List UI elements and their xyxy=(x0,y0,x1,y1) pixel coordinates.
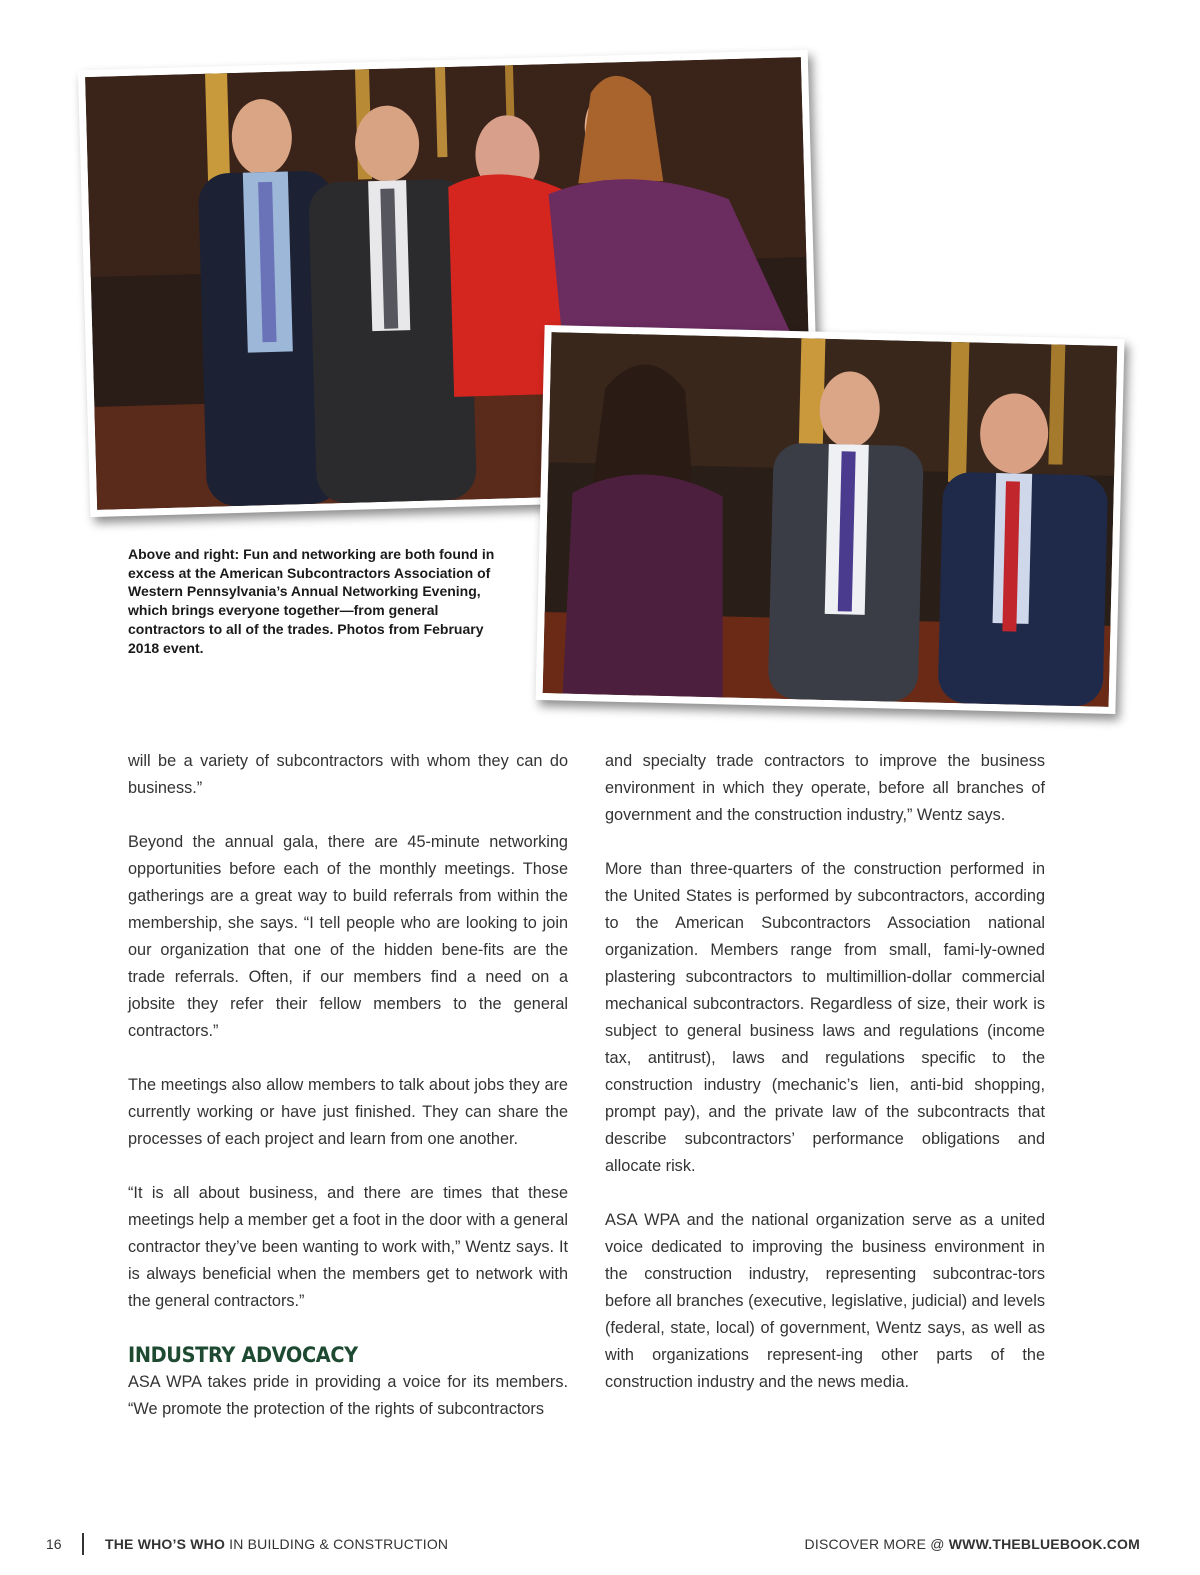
body-paragraph: will be a variety of subcontractors with whom they can do business.” xyxy=(128,752,568,797)
body-paragraph: and specialty trade contractors to improve the business environment in which they operate, before all branches of government and the construction industry,” Wentz says. xyxy=(605,752,1045,824)
body-paragraph: More than three-quarters of the construction performed in the United States is performed by subcontractors, according to the American Subcontractors Association national organization. Members range from small, fami-ly-owned plastering subcontractors to multimillion-dollar commercial mechanical subcontractors. Regardless of size, their work is subject to general business laws and regulations (income tax, antitrust), laws and regulations specific to the construction industry (mechanic’s lien, anti-bid shopping, prompt pay), and the private law of the subcontracts that describe subcontractors’ performance obligations and allocate risk. xyxy=(605,860,1045,1175)
publication-title-rest: IN BUILDING & CONSTRUCTION xyxy=(225,1536,449,1552)
discover-label: DISCOVER MORE @ xyxy=(804,1536,949,1552)
left-column xyxy=(128,748,568,1423)
photo-caption: Above and right: Fun and networking are both found in excess at the American Subcontractors Association of Western Pennsylvania’s Annual Networking Evening, which brings everyone together—from general contractors to all of the trades. Photos from February 2018 event. xyxy=(128,546,495,656)
section-heading: INDUSTRY ADVOCACY xyxy=(128,1343,358,1367)
page-footer xyxy=(0,1530,1200,1560)
publication-title xyxy=(105,1536,448,1552)
event-photo-2 xyxy=(536,325,1125,714)
footer-divider xyxy=(82,1533,84,1555)
body-paragraph: Beyond the annual gala, there are 45-minute networking opportunities before each of the monthly meetings. Those gatherings are a great way to build referrals from within the membership, she says. “I tell people who are looking to join our organization that one of the hidden bene-fits are the trade referrals. Often, if our members find a need on a jobsite they refer their fellow members to the general contractors.” xyxy=(128,833,568,1040)
page-number: 16 xyxy=(46,1536,62,1552)
body-paragraph: The meetings also allow members to talk about jobs they are currently working or have just finished. They can share the processes of each project and learn from one another. xyxy=(128,1076,568,1148)
body-paragraph: ASA WPA takes pride in providing a voice for its members. “We promote the protection of the rights of subcontractors xyxy=(128,1373,568,1418)
right-column xyxy=(605,748,1045,1396)
body-paragraph: ASA WPA and the national organization serve as a united voice dedicated to improving the business environment in the construction industry, representing subcontrac-tors before all branches (executive, legislative, judicial) and levels (federal, state, local) of government, Wentz says, as well as with organizations represent-ing other parts of the construction industry and the news media. xyxy=(605,1211,1045,1391)
event-photo-2-image xyxy=(543,332,1118,707)
discover-more xyxy=(805,1536,1140,1552)
body-paragraph: “It is all about business, and there are times that these meetings help a member get a foot in the door with a general contractor they’ve been wanting to work with,” Wentz says. It is always beneficial when the members get to network with the general contractors.” xyxy=(128,1184,568,1310)
publication-title-bold: THE WHO’S WHO xyxy=(105,1536,226,1552)
website-link[interactable]: WWW.THEBLUEBOOK.COM xyxy=(948,1536,1140,1552)
